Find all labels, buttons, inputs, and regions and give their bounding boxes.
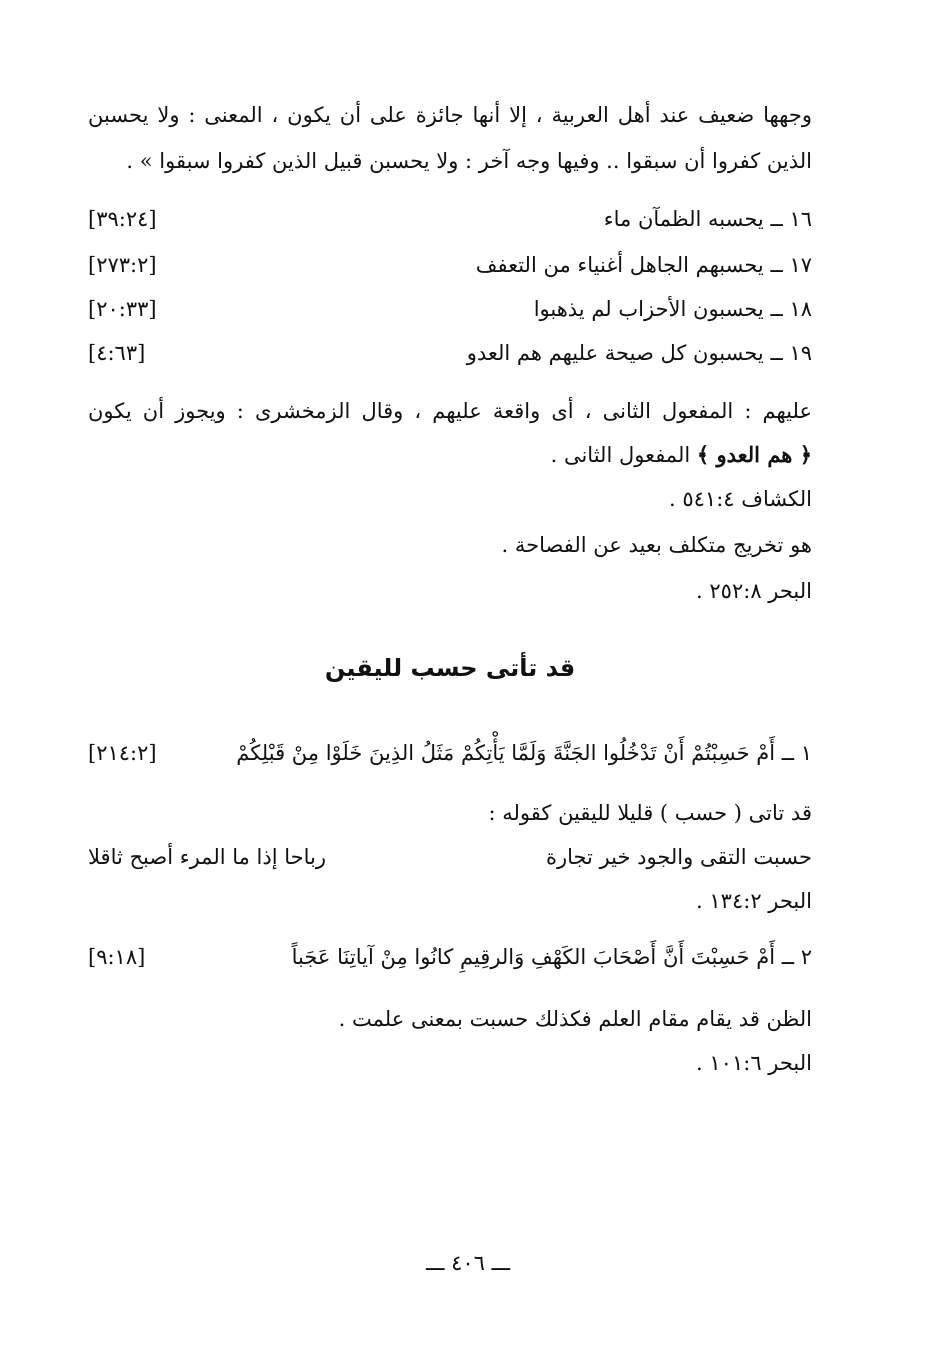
verse-reference: [٤:٦٣] xyxy=(88,341,146,365)
page-number: ـــ ٤٠٦ ـــ xyxy=(425,1251,511,1275)
commentary-line: قد تاتى ( حسب ) قليلا لليقين كقوله : xyxy=(488,801,812,825)
section-title: قد تأتى حسب لليقين xyxy=(324,654,576,682)
verse-text: ١٨ ــ يحسبون الأحزاب لم يذهبوا xyxy=(533,297,812,321)
verse-reference: [٣٩:٢٤] xyxy=(88,207,157,231)
commentary-line: عليهم : المفعول الثانى ، أى واقعة عليهم ، وقال الزمخشرى : ويجوز أن يكون xyxy=(88,399,812,423)
verse-text: ٢ ــ أَمْ حَسِبْتَ أَنَّ أَصْحَابَ الكَهْفِ وَالرقِيمِ كانُوا مِنْ آياتِنَا عَجَباً xyxy=(291,945,812,969)
verse-entry-18 xyxy=(88,294,812,324)
verse-reference: [٢٧٣:٢] xyxy=(88,253,157,277)
verse-reference: [٢١٤:٢] xyxy=(88,741,157,765)
verse-entry-1 xyxy=(88,738,812,768)
verse-text: ١٧ ــ يحسبهم الجاهل أغنياء من التعفف xyxy=(475,253,812,277)
verse-entry-17 xyxy=(88,250,812,280)
intro-line-2: الذين كفروا أن سبقوا .. وفيها وجه آخر : ولا يحسبن قبيل الذين كفروا سبقوا » . xyxy=(126,149,812,173)
verse-text: ١٦ ــ يحسبه الظمآن ماء xyxy=(603,207,812,231)
poem-first-hemistich: حسبت التقى والجود خير تجارة xyxy=(545,845,812,869)
source-citation: البحر ١٣٤:٢ . xyxy=(696,889,812,913)
intro-line-1: وجهها ضعيف عند أهل العربية ، إلا أنها جائزة على أن يكون ، المعنى : ولا يحسبن xyxy=(88,103,812,127)
commentary-line xyxy=(88,440,812,470)
commentary-line: الظن قد يقام مقام العلم فكذلك حسبت بمعنى علمت . xyxy=(338,1007,812,1031)
verse-reference: [٩:١٨] xyxy=(88,945,146,969)
commentary-text: المفعول الثانى . xyxy=(550,443,697,467)
verse-text: ١٩ ــ يحسبون كل صيحة عليهم هم العدو xyxy=(466,341,812,365)
commentary-line: هو تخريج متكلف بعيد عن الفصاحة . xyxy=(501,533,812,557)
verse-text: ١ ــ أَمْ حَسِبْتُمْ أَنْ تَدْخُلُوا الجَنَّةَ وَلَمَّا يَأْتِكُمْ مَثَلُ الذِينَ خَلَوْا مِنْ قَبْلِكُمْ xyxy=(236,741,812,765)
verse-reference: [٢٠:٣٣] xyxy=(88,297,157,321)
verse-entry-2 xyxy=(88,942,812,972)
poem-second-hemistich: رباحا إذا ما المرء أصبح ثاقلا xyxy=(88,845,327,869)
poem-verse xyxy=(88,842,812,872)
source-citation: البحر ٢٥٢:٨ . xyxy=(696,579,812,603)
source-citation: الكشاف ٥٤١:٤ . xyxy=(669,487,812,511)
source-citation: البحر ١٠١:٦ . xyxy=(696,1051,812,1075)
quran-quote: ﴿ هم العدو ﴾ xyxy=(696,442,812,467)
verse-entry-19 xyxy=(88,338,812,368)
verse-entry-16 xyxy=(88,204,812,234)
